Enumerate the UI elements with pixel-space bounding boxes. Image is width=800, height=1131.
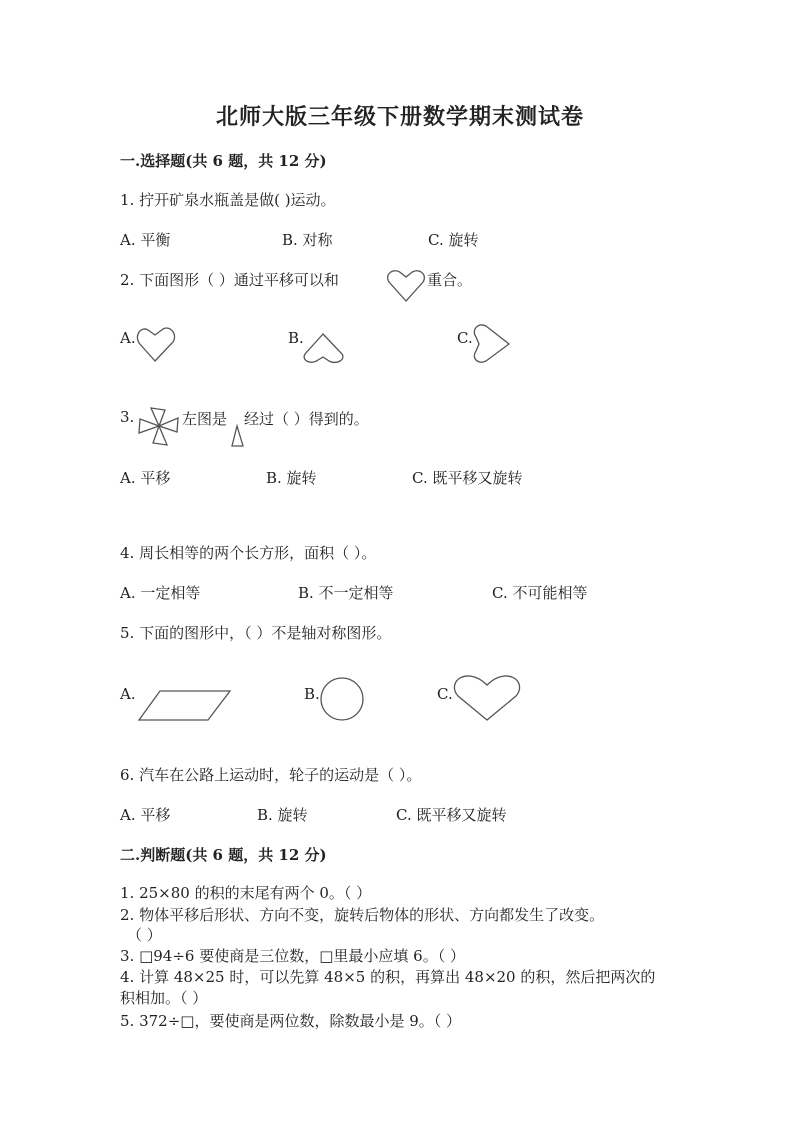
judgment-line: 1. 25×80 的积的末尾有两个 0。（ ）: [120, 884, 372, 902]
q5-circle-icon: [320, 676, 364, 722]
q5-option-c: C.: [437, 685, 453, 703]
q2-reference-heart-icon: [386, 268, 426, 302]
judgment-line: 积相加。（ ）: [120, 989, 208, 1007]
judgment-line: 4. 计算 48×25 时，可以先算 48×5 的积，再算出 48×20 的积，然后把两次的: [120, 968, 656, 986]
q2-option-c: C.: [457, 329, 473, 347]
q1-option-c: C. 旋转: [428, 231, 479, 249]
question-5: 5. 下面的图形中，（ ）不是轴对称图形。: [120, 624, 392, 642]
q6-option-a: A. 平移: [120, 806, 171, 824]
q6-option-c: C. 既平移又旋转: [396, 806, 507, 824]
q3-triangle-icon: [231, 425, 245, 447]
question-3-text-after: 经过（ ）得到的。: [244, 410, 369, 428]
question-6: 6. 汽车在公路上运动时，轮子的运动是（ ）。: [120, 766, 422, 784]
judgment-line: 5. 372÷□，要使商是两位数，除数最小是 9。（ ）: [120, 1012, 462, 1030]
q5-option-b: B.: [304, 685, 320, 703]
q6-option-b: B. 旋转: [257, 806, 308, 824]
question-2-text-after: 重合。: [427, 271, 473, 289]
q5-option-a: A.: [120, 685, 136, 703]
q2-option-a: A.: [120, 329, 136, 347]
q2-option-c-heart-icon: [472, 324, 512, 364]
judgment-line: （ ）: [127, 926, 162, 944]
q4-option-c: C. 不可能相等: [492, 584, 588, 602]
q2-option-b-heart-icon: [303, 333, 345, 363]
q3-pinwheel-icon: [137, 406, 181, 446]
section-heading-judgment: 二.判断题(共 6 题，共 12 分): [120, 846, 327, 864]
judgment-line: 2. 物体平移后形状、方向不变，旋转后物体的形状、方向都发生了改变。: [120, 906, 605, 924]
question-3-text-mid: 左图是: [182, 410, 228, 428]
q5-parallelogram-icon: [138, 690, 232, 722]
q4-option-a: A. 一定相等: [120, 584, 201, 602]
judgment-line: 3. □94÷6 要使商是三位数，□里最小应填 6。（ ）: [120, 947, 465, 965]
question-3-number: 3.: [120, 408, 135, 426]
q3-option-c: C. 既平移又旋转: [412, 469, 523, 487]
q3-option-a: A. 平移: [120, 469, 171, 487]
section-heading-choice: 一.选择题(共 6 题，共 12 分): [120, 152, 327, 170]
question-2-text-before: 2. 下面图形（ ）通过平移可以和: [120, 271, 339, 289]
q2-option-b: B.: [288, 329, 304, 347]
question-4: 4. 周长相等的两个长方形，面积（ ）。: [120, 544, 377, 562]
q1-option-b: B. 对称: [282, 231, 333, 249]
q5-heart-icon: [453, 674, 521, 722]
q1-option-a: A. 平衡: [120, 231, 171, 249]
q4-option-b: B. 不一定相等: [298, 584, 394, 602]
page-title: 北师大版三年级下册数学期末测试卷: [215, 104, 584, 130]
question-1: 1. 拧开矿泉水瓶盖是做( )运动。: [120, 191, 336, 209]
q3-option-b: B. 旋转: [266, 469, 317, 487]
q2-option-a-heart-icon: [136, 326, 176, 362]
